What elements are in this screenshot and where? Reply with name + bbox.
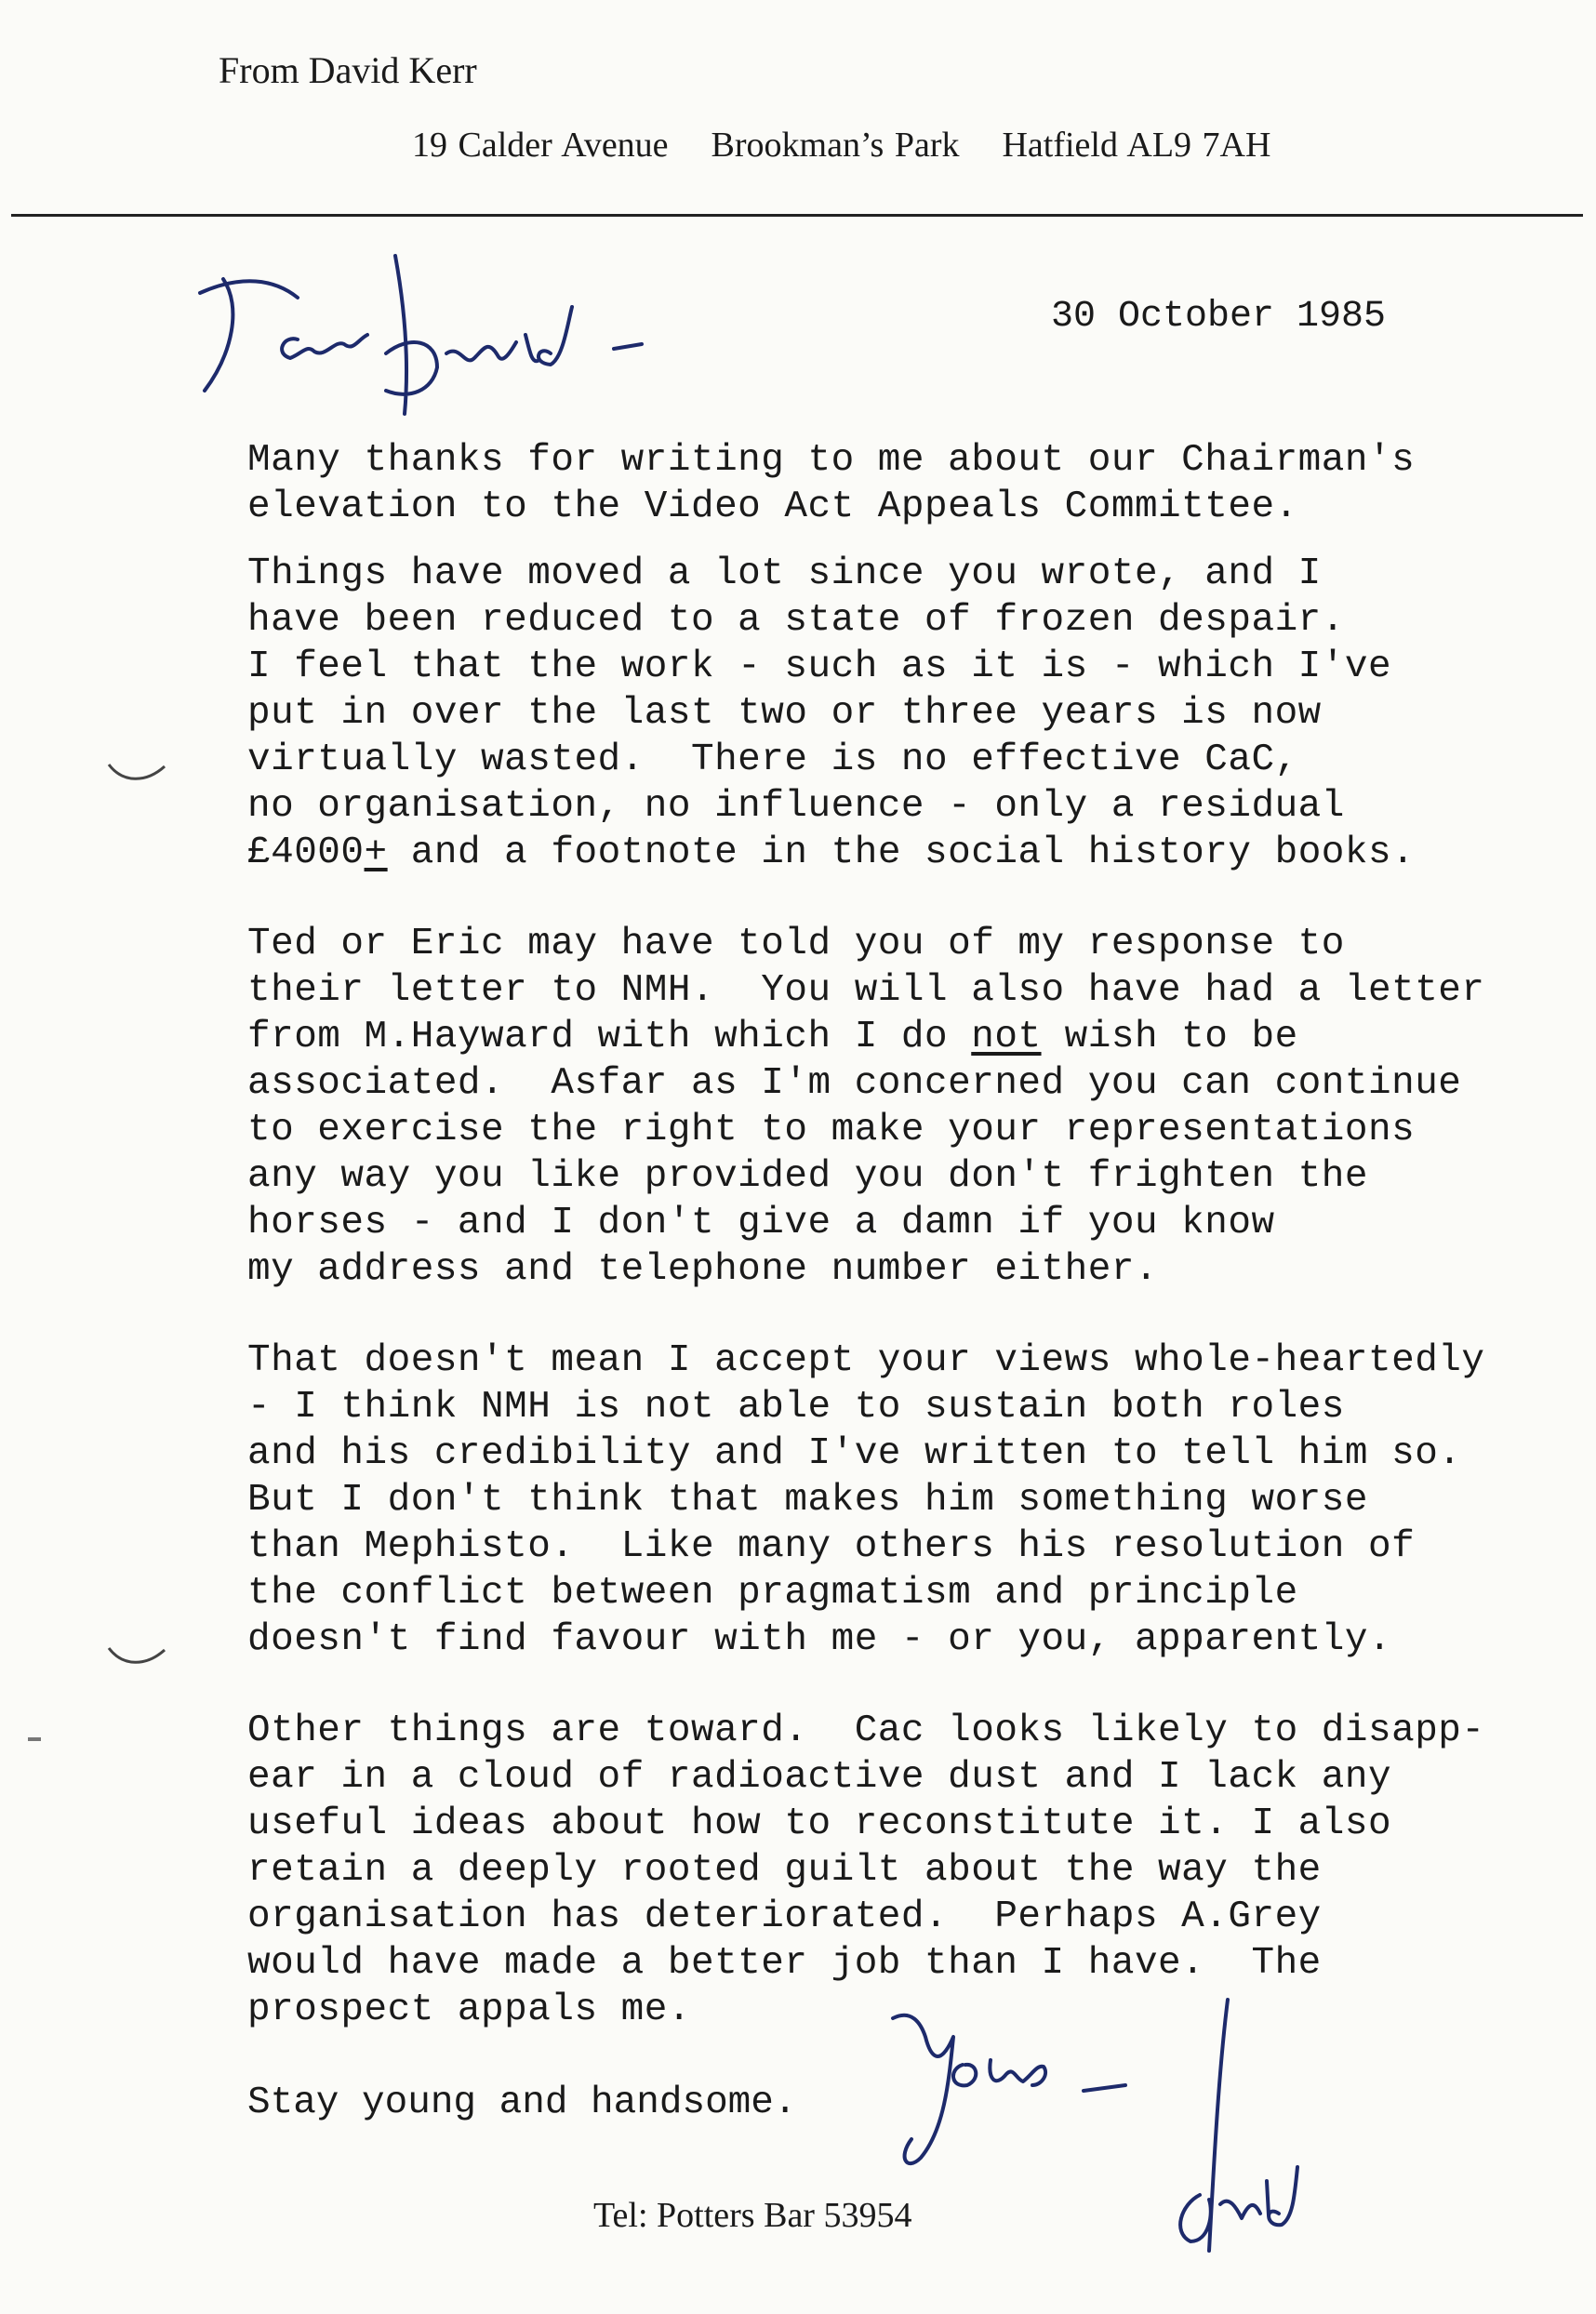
- text-line: organisation has deteriorated. Perhaps A.Grey: [247, 1895, 1322, 1938]
- text-line: and his credibility and I've written to tell him so.: [247, 1432, 1462, 1475]
- text-line: Other things are toward. Cac looks likely to disapp-: [247, 1709, 1485, 1752]
- text-line: no organisation, no influence - only a residual: [247, 785, 1345, 828]
- text-line: useful ideas about how to reconstitute it. I also: [247, 1802, 1392, 1845]
- letterhead-name: From David Kerr: [219, 49, 477, 91]
- text-line: I feel that the work - such as it is - which I've: [247, 645, 1392, 688]
- text-line: their letter to NMH. You will also have had a letter: [247, 969, 1485, 1012]
- text-line: associated. Asfar as I'm concerned you can continue: [247, 1062, 1462, 1105]
- text-line: Ted or Eric may have told you of my response to: [247, 923, 1345, 965]
- text-line: £4000+ and a footnote in the social history books.: [247, 831, 1416, 874]
- text-line: ear in a cloud of radioactive dust and I lack any: [247, 1756, 1392, 1799]
- letterhead-divider: [11, 214, 1583, 217]
- handwritten-salutation: [186, 251, 670, 428]
- text-line: elevation to the Video Act Appeals Committee.: [247, 485, 1298, 528]
- text-line: virtually wasted. There is no effective CaC,: [247, 738, 1298, 781]
- handwritten-signature: [884, 1981, 1367, 2297]
- text-line: would have made a better job than I have. The: [247, 1942, 1322, 1985]
- text-line: from M.Hayward with which I do not wish to be: [247, 1016, 1298, 1058]
- letterhead-address: 19 Calder Avenue Brookman’s Park Hatfield AL9 7AH: [412, 126, 1271, 165]
- letter-body: [247, 437, 1587, 2033]
- text-line: retain a deeply rooted guilt about the way the: [247, 1849, 1322, 1892]
- text-line: the conflict between pragmatism and principle: [247, 1572, 1298, 1615]
- letter-date: 30 October 1985: [1051, 296, 1387, 338]
- text-line: But I don't think that makes him something worse: [247, 1479, 1368, 1522]
- text-line: put in over the last two or three years is now: [247, 692, 1322, 735]
- punch-hole-mark: [104, 755, 169, 792]
- text-line: horses - and I don't give a damn if you know: [247, 1202, 1275, 1244]
- text-line: Many thanks for writing to me about our Chairman's: [247, 439, 1416, 482]
- telephone-number: Tel: Potters Bar 53954: [593, 2196, 912, 2235]
- paragraph: [247, 551, 1587, 876]
- text-line: than Mephisto. Like many others his resolution of: [247, 1525, 1416, 1568]
- text-line: any way you like provided you don't frighten the: [247, 1155, 1368, 1198]
- text-line: Things have moved a lot since you wrote, and I: [247, 552, 1322, 595]
- text-line: prospect appals me.: [247, 1988, 691, 2031]
- text-line: - I think NMH is not able to sustain both roles: [247, 1386, 1345, 1429]
- text-line: doesn't find favour with me - or you, apparently.: [247, 1618, 1392, 1661]
- paragraph: [247, 437, 1587, 530]
- paragraph: [247, 1337, 1587, 1663]
- text-line: my address and telephone number either.: [247, 1248, 1159, 1291]
- text-line: have been reduced to a state of frozen despair.: [247, 599, 1345, 642]
- punch-hole-mark: [104, 1639, 169, 1676]
- stray-mark: [28, 1737, 41, 1741]
- text-line: That doesn't mean I accept your views whole-heartedly: [247, 1339, 1485, 1382]
- paragraph: [247, 921, 1587, 1293]
- text-line: to exercise the right to make your representations: [247, 1109, 1416, 1151]
- closing-line: Stay young and handsome.: [247, 2081, 797, 2124]
